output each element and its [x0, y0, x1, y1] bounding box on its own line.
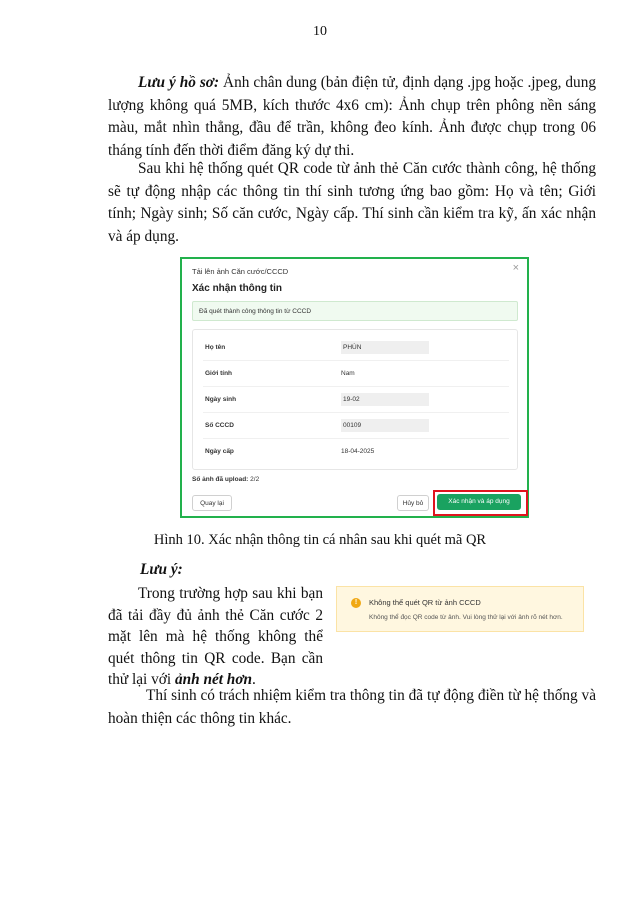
warning-title: Không thể quét QR từ ảnh CCCD [369, 598, 481, 607]
info-label: Ngày sinh [205, 396, 237, 403]
note-title: Lưu ý: [140, 561, 183, 578]
note-emphasis: ảnh nét hơn [174, 671, 253, 688]
portrait-note-lead: Lưu ý hồ sơ: [138, 74, 220, 91]
success-message: Đã quét thành công thông tin từ CCCD [192, 301, 518, 321]
cancel-button[interactable]: Hủy bỏ [397, 495, 429, 511]
upload-count-label: Số ảnh đã upload: [192, 476, 249, 483]
info-row-issue-date [193, 439, 519, 465]
confirm-apply-button[interactable]: Xác nhận và áp dụng [437, 494, 521, 510]
redacted-value [341, 393, 429, 406]
info-label: Giới tính [205, 370, 233, 377]
note-text: Trong trường hợp sau khi bạn đã tải đầy đủ ảnh thẻ Căn cước 2 mặt lên mà hệ thống không thể quét thông tin QR code. Bạn cần thử lại với [108, 585, 323, 688]
page-number: 10 [313, 24, 327, 39]
info-label: Ngày cấp [205, 448, 234, 455]
info-value: 19-02 [343, 396, 360, 403]
note-end: . [252, 671, 256, 688]
info-label: Số CCCD [205, 422, 234, 429]
qr-error-alert [336, 586, 584, 632]
upload-count [192, 476, 259, 483]
portrait-note-paragraph [108, 72, 596, 162]
qr-scan-paragraph: Sau khi hệ thống quét QR code từ ảnh thẻ Căn cước thành công, hệ thống sẽ tự động nhập các thông tin thí sinh tương ứng bao gồm: Họ và tên; Giới tính; Ngày sinh; Số căn cước, Ngày cấp. Thí sinh cần kiểm tra kỹ, ấn xác nhận và áp dụng. [108, 160, 596, 245]
info-card [192, 329, 518, 470]
modal-title: Xác nhận thông tin [192, 283, 282, 294]
close-icon[interactable]: × [512, 262, 519, 274]
warning-icon: ! [351, 598, 361, 608]
responsibility-paragraph: Thí sinh có trách nhiệm kiểm tra thông tin đã tự động điền từ hệ thống và hoàn thiện các thông tin khác. [108, 687, 596, 727]
back-button[interactable]: Quay lại [192, 495, 232, 511]
upload-count-value: 2/2 [250, 476, 260, 483]
info-value: 18-04-2025 [341, 448, 375, 455]
warning-description: Không thể đọc QR code từ ảnh. Vui lòng thử lại với ảnh rõ nét hơn. [369, 614, 563, 621]
info-value: PHÙN [343, 344, 362, 351]
modal-header: Tải lên ảnh Căn cước/CCCD [192, 267, 289, 276]
info-label: Họ tên [205, 344, 226, 351]
info-row-dob [193, 387, 519, 413]
confirm-info-modal-screenshot [180, 257, 529, 518]
note-paragraph [108, 583, 323, 691]
redacted-value [341, 419, 429, 432]
redacted-value [341, 341, 429, 354]
portrait-note-text: Ảnh chân dung (bản điện tử, định dạng .jpg hoặc .jpeg, dung lượng không quá 5MB, kích thước 4x6 cm): Ảnh chụp trên phông nền sáng màu, mắt nhìn thẳng, đầu để trần, không đeo kính. Ảnh được chụp trong 06 tháng tính đến thời điểm đăng ký dự thi. [108, 74, 596, 159]
info-row-gender [193, 361, 519, 387]
info-row-id-number [193, 413, 519, 439]
figure-caption: Hình 10. Xác nhận thông tin cá nhân sau khi quét mã QR [153, 532, 487, 548]
info-row-name [193, 335, 519, 361]
info-value: Nam [341, 370, 355, 377]
info-value: 00109 [343, 422, 362, 429]
